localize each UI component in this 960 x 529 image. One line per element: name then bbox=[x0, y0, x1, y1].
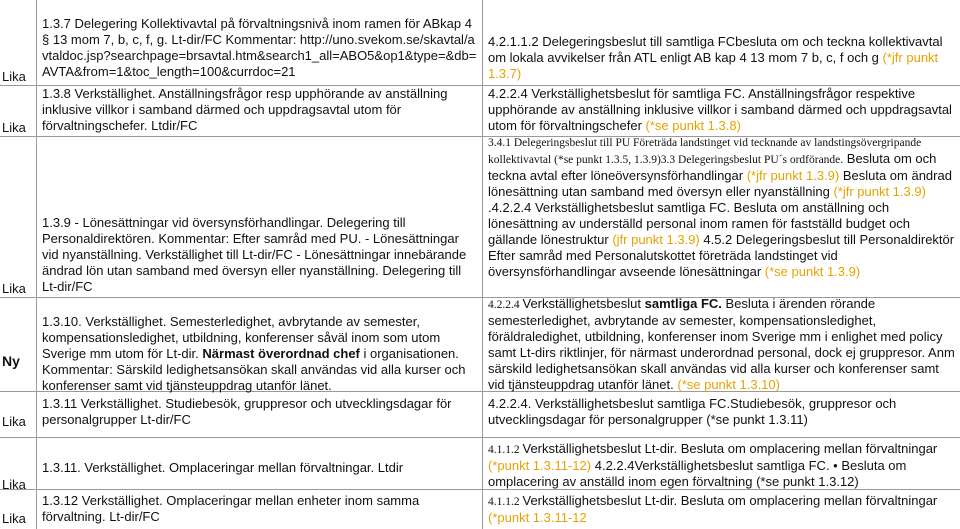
rule-text-right bbox=[488, 34, 956, 82]
rule-text-right: 4.2.2.4 Verkställighetsbeslut samtliga FC. Besluta i ärenden rörande semesterledighet, avbrytande av semester, kompensationsledighet, föräldraledighet, utbildning, konferenser inom Sverige mm i enlighet med policy samt Lt-dirs riktlinjer, för närmast underordnad personal, dock ej gruppresor. Anm särskild ledighetsansökan skall användas vid alla kurser och konferenser samt vid tjänsteuppdrag utanför länet. (*se punkt 1.3.10) bbox=[488, 296, 955, 392]
delegation-4-2-2-4: 4.2.2.4 Verkställighetsbeslut för samtliga FC. Anställningsfrågor respektive upphörande av anställning inklusive villkor i samband därmed och uppdragsavtal utom för förvaltningschefer bbox=[488, 86, 952, 133]
rule-1-3-9: 1.3.9 - Lönesättningar vid översynsförhandlingar. Delegering till Personaldirektören. Kommentar: Efter samråd med PU. - Lönesättningar vid nyanställning. Verkställighet till Lt-dir/FC - Lönesättningar innebärande ändrad lön utan samband med översyn eller nyanställning. Delegering till Lt-dir/FC bbox=[42, 215, 467, 294]
delegation-4-2-2-4: 4.2.2.4. Verkställighetsbeslut samtliga FC.Studiebesök, gruppresor och utvecklingsdagar för personalgrupper (*se punkt 1.3.11) bbox=[488, 396, 897, 427]
rule-text-left bbox=[42, 16, 478, 80]
rule-1-3-11: 1.3.11 Verkställighet. Studiebesök, gruppresor och utvecklingsdagar för personalgrupper Lt-dir/FC bbox=[42, 396, 452, 427]
delegation-3-4-1: 3.4.1 Delegeringsbeslut till PU Företräda landstinget vid tecknande av landstingsövergripande kollektivavtal (*se punkt 1.3.5, 1.3.9)3.3 Delegeringsbeslut PU´s ordförande. bbox=[488, 137, 922, 166]
row-status-label: Lika bbox=[2, 281, 26, 296]
rule-text-right: 3.4.1 Delegeringsbeslut till PU Företräda landstinget vid tecknande av landstingsövergripande kollektivavtal (*se punkt 1.3.5, 1.3.9)3.3 Delegeringsbeslut PU´s ordförande. Besluta om och teckna avtal efter löneöversynsförhandlingar (*jfr punkt 1.3.9) Besluta om ändrad lönesättning utan samband med översyn eller nyanställning (*jfr punkt 1.3.9) .4.2.2.4 Verkställighetsbeslut samtliga FC. Besluta om anställning och lönesättning av underställd personal inom ramen för fastställd budget och gällande lönestruktur (jfr punkt 1.3.9) 4.5.2 Delegeringsbeslut till Personaldirektör Efter samråd med Personalutskottet företräda landstinget vid översynsförhandlingar avseende lönesättningar (*se punkt 1.3.9) bbox=[488, 137, 955, 279]
rule-text-left: 1.3.10. Verkställighet. Semesterledighet, avbrytande av semester, kompensationsledighet, utbildning, konferenser såväl inom som utom Sverige mm utom för Lt-dir. Närmast överordnad chef i organisationen. Kommentar: Särskild ledighetsansökan skall användas vid alla kurser och konferenser samt vid tjänsteuppdrag utanför länet. bbox=[42, 314, 466, 393]
delegation-4-2-1-1-2: 4.2.1.1.2 Delegeringsbeslut till samtliga FCbesluta om och teckna kollektivavtal om lokala avvikelser från ATL enligt AB kap 4 13 mom 7 b, c, f och g bbox=[488, 34, 943, 65]
rule-1-3-10: 1.3.10. Verkställighet. Semesterledighet, avbrytande av semester, kompensationsledighet, utbildning, konferenser såväl inom som utom Sverige mm utom för Lt-dir. bbox=[42, 314, 441, 361]
rule-text-left bbox=[42, 396, 478, 428]
row-status-label: Lika bbox=[2, 69, 26, 84]
delegation-4-1-1-2: Verkställighetsbeslut Lt-dir. Besluta om omplacering mellan förvaltningar bbox=[522, 493, 938, 508]
delegation-4-2-2-4: Verkställighetsbeslut bbox=[522, 296, 645, 311]
rule-text-right bbox=[488, 396, 956, 428]
reference-note: (*jfr punkt 1.3.7) bbox=[488, 50, 939, 81]
row-divider bbox=[0, 437, 960, 438]
rule-1-3-11-omplacering: 1.3.11. Verkställighet. Omplaceringar mellan förvaltningar. Ltdir bbox=[42, 460, 404, 475]
rule-1-3-12: 1.3.12 Verkställighet. Omplaceringar mellan enheter inom samma förvaltning. Lt-dir/FC bbox=[42, 493, 420, 524]
rule-text-right: 4.1.1.2 Verkställighetsbeslut Lt-dir. Besluta om omplacering mellan förvaltningar (*punkt 1.3.11-12 bbox=[488, 493, 938, 525]
row-status-label: Lika bbox=[2, 120, 26, 135]
rule-text-left bbox=[42, 460, 478, 476]
rule-text-right bbox=[488, 86, 956, 134]
column-divider bbox=[482, 0, 483, 529]
rule-text-right: 4.1.1.2 Verkställighetsbeslut Lt-dir. Besluta om omplacering mellan förvaltningar (*punkt 1.3.11-12) 4.2.2.4Verkställighetsbeslut samtliga FC. • Besluta om omplacering av anställd inom egen förvaltning (*se punkt 1.3.12) bbox=[488, 441, 938, 489]
column-divider bbox=[36, 0, 37, 529]
rule-text-left bbox=[42, 215, 474, 295]
row-status-label: Lika bbox=[2, 414, 26, 429]
row-status-label: Lika bbox=[2, 477, 26, 492]
delegation-4-1-1-2: Verkställighetsbeslut Lt-dir. Besluta om omplacering mellan förvaltningar bbox=[522, 441, 938, 456]
row-status-label: Lika bbox=[2, 511, 26, 526]
reference-note: (*se punkt 1.3.8) bbox=[645, 118, 741, 133]
rule-text-left bbox=[42, 86, 478, 134]
rule-text-left bbox=[42, 493, 478, 525]
rule-1-3-7: 1.3.7 Delegering Kollektivavtal på förvaltningsnivå inom ramen för ABkap 4§ 13 mom 7, b, c, f, g. Lt-dir/FC Kommentar: http://uno.svekom.se/skavtal/avtaldoc.jsp?searchpage=brsavtal.htm&search1_all=ABO5&op1&type=&db=AVTA&from=1&toc_length=100&currdoc=21 bbox=[42, 16, 477, 79]
rule-1-3-8: 1.3.8 Verkställighet. Anställningsfrågor resp upphörande av anställning inklusive villkor i samband därmed och uppdragsavtal utom för förvaltningschefer. Ltdir/FC bbox=[42, 86, 448, 133]
row-status-label-new: Ny bbox=[2, 353, 20, 369]
